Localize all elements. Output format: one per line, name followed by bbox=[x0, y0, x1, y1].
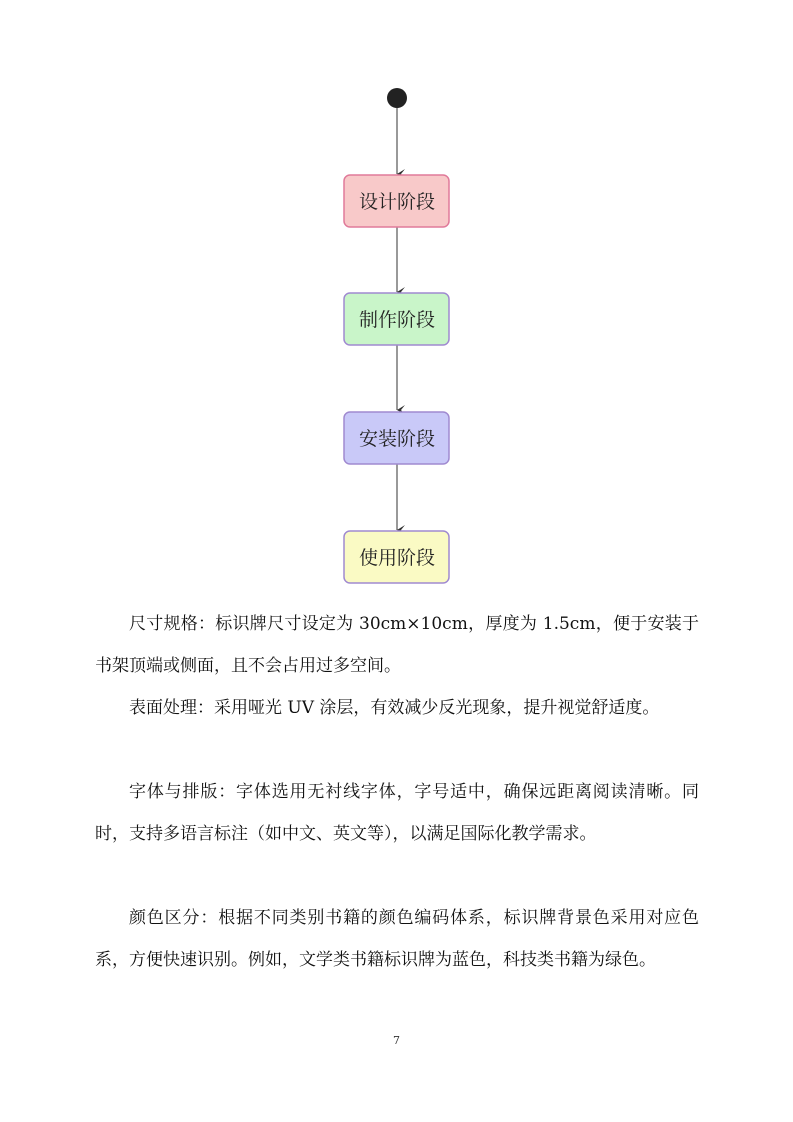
svg-text:制作阶段: 制作阶段 bbox=[358, 309, 436, 331]
start-node bbox=[387, 88, 407, 108]
page-number: 7 bbox=[393, 1034, 400, 1047]
stage-node-usage bbox=[344, 531, 449, 583]
stage-node-production bbox=[344, 293, 449, 345]
paragraph-surface-treatment: 表面处理：采用哑光 UV 涂层，有效减少反光现象，提升视觉舒适度。 bbox=[129, 698, 660, 718]
svg-text:安装阶段: 安装阶段 bbox=[358, 428, 436, 450]
svg-text:设计阶段: 设计阶段 bbox=[358, 191, 436, 213]
stage-node-installation bbox=[344, 412, 449, 464]
stage-node-design bbox=[344, 175, 449, 227]
svg-text:使用阶段: 使用阶段 bbox=[358, 547, 436, 569]
paragraph-color-coding: 颜色区分：根据不同类别书籍的颜色编码体系，标识牌背景色采用对应色系，方便快速识别。例如，文学类书籍标识牌为蓝色，科技类书籍为绿色。 bbox=[95, 908, 699, 970]
paragraph-font-layout: 字体与排版：字体选用无衬线字体，字号适中，确保远距离阅读清晰。同时，支持多语言标注（如中文、英文等），以满足国际化教学需求。 bbox=[95, 782, 699, 844]
paragraph-size-spec: 尺寸规格：标识牌尺寸设定为 30cm×10cm，厚度为 1.5cm，便于安装于书架顶端或侧面，且不会占用过多空间。 bbox=[95, 614, 699, 676]
